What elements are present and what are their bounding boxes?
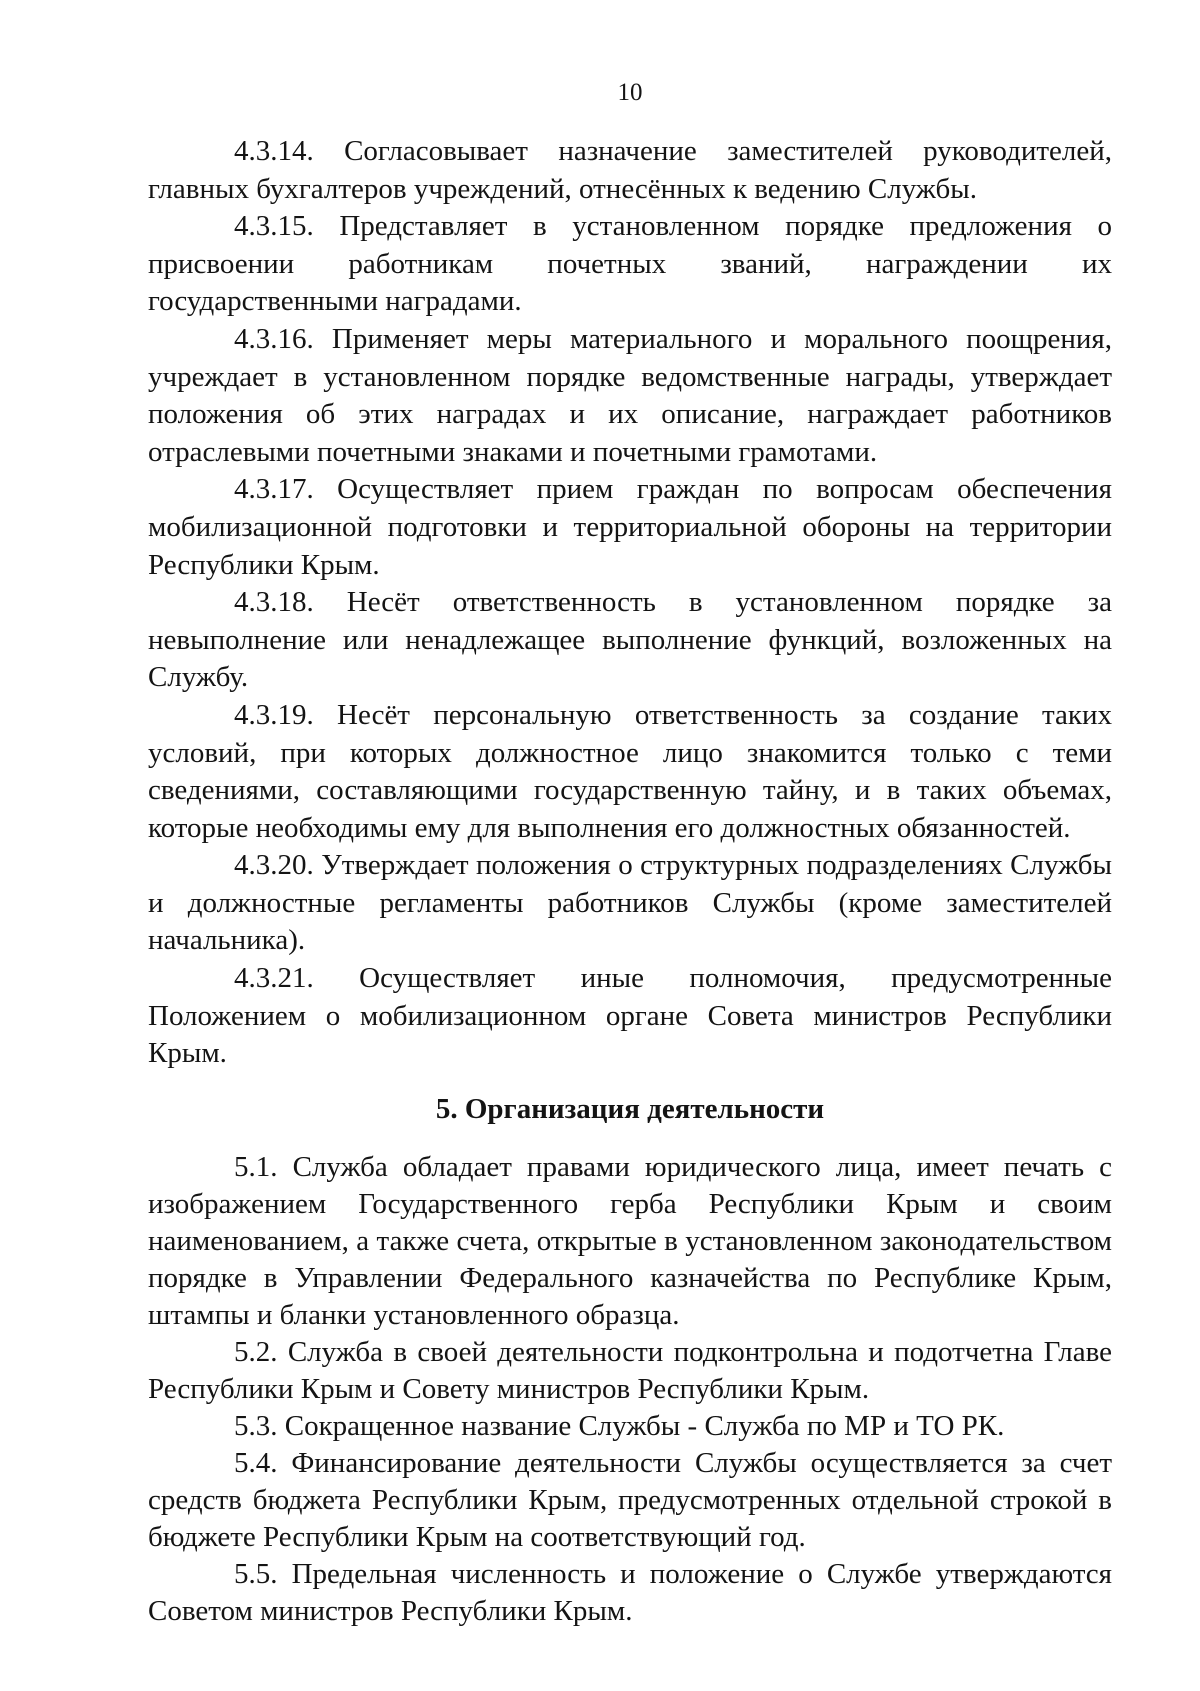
paragraph-number: 4.3.14. — [234, 135, 314, 167]
paragraph-5-4 — [148, 1445, 1112, 1556]
paragraph-text: Осуществляет иные полномочия, предусмотренные Положением о мобилизационном органе Совета министров Республики Крым. — [148, 962, 1113, 1070]
paragraph-text: Предельная численность и положение о Службе утверждаются Советом министров Республики Крым. — [148, 1557, 1113, 1627]
paragraph-number: 5.5. — [234, 1557, 278, 1590]
paragraph-text: Служба обладает правами юридического лица, имеет печать с изображением Государственного герба Республики Крым и своим наименованием, а также счета, открытые в установленном законодательством порядке в Управлении Федерального казначейства по Республике Крым, штампы и бланки установленного образца. — [148, 1150, 1112, 1331]
paragraph-5-5 — [148, 1556, 1112, 1630]
paragraph-number: 4.3.20. — [234, 849, 314, 882]
paragraph-4-3-19 — [148, 697, 1112, 847]
document-body — [148, 133, 1112, 1630]
paragraph-number: 4.3.15. — [234, 210, 314, 243]
paragraph-5-1 — [148, 1149, 1112, 1334]
page-number: 10 — [617, 79, 643, 106]
paragraph-number: 5.4. — [234, 1446, 278, 1479]
section-5-heading: 5. Организация деятельности — [435, 1092, 825, 1125]
paragraph-4-3-14 — [148, 133, 1112, 208]
paragraph-number: 4.3.18. — [234, 586, 314, 619]
paragraph-text: Осуществляет прием граждан по вопросам обеспечения мобилизационной подготовки и территориальной обороны на территории Республики Крым. — [148, 473, 1112, 581]
paragraph-number: 5.2. — [234, 1335, 278, 1368]
paragraph-5-3 — [148, 1408, 1112, 1445]
paragraph-4-3-21 — [148, 960, 1112, 1073]
section-4-items — [148, 133, 1112, 1073]
paragraph-number: 4.3.17. — [234, 473, 314, 506]
paragraph-text: Утверждает положения о структурных подразделениях Службы и должностные регламенты работников Службы (кроме заместителей начальника). — [148, 849, 1112, 957]
paragraph-text: Применяет меры материального и морального поощрения, учреждает в установленном порядке ведомственные награды, утверждает положения об этих наградах и их описание, награждает работников отраслевыми почетными знаками и почетными грамотами. — [148, 322, 1113, 468]
section-5-items — [148, 1149, 1112, 1630]
paragraph-text: Служба в своей деятельности подконтрольна и подотчетна Главе Республики Крым и Совету министров Республики Крым. — [148, 1335, 1113, 1405]
paragraph-text: Несёт персональную ответственность за создание таких условий, при которых должностное лицо знакомится только с теми сведениями, составляющими государственную тайну, и в таких объемах, которые необходимы ему для выполнения его должностных обязанностей. — [148, 698, 1113, 844]
paragraph-4-3-17 — [148, 471, 1112, 584]
paragraph-number: 5.1. — [234, 1150, 278, 1183]
paragraph-number: 4.3.19. — [234, 698, 314, 731]
paragraph-number: 4.3.16. — [234, 322, 314, 355]
paragraph-4-3-18 — [148, 584, 1112, 697]
paragraph-4-3-16 — [148, 321, 1112, 471]
paragraph-text: Сокращенное название Службы - Служба по МР и ТО РК. — [284, 1409, 1005, 1442]
paragraph-number: 4.3.21. — [234, 962, 314, 995]
paragraph-4-3-20 — [148, 847, 1112, 960]
paragraph-text: Согласовывает назначение заместителей руководителей, главных бухгалтеров учреждений, отнесённых к ведению Службы. — [148, 135, 1112, 205]
paragraph-4-3-15 — [148, 208, 1112, 321]
paragraph-number: 5.3. — [234, 1409, 278, 1442]
paragraph-text: Финансирование деятельности Службы осуществляется за счет средств бюджета Республики Крым, предусмотренных отдельной строкой в бюджете Республики Крым на соответствующий год. — [148, 1446, 1113, 1553]
paragraph-text: Представляет в установленном порядке предложения о присвоении работникам почетных званий, награждении их государственными наградами. — [148, 210, 1112, 318]
paragraph-text: Несёт ответственность в установленном порядке за невыполнение или ненадлежащее выполнение функций, возложенных на Службу. — [148, 586, 1113, 694]
paragraph-5-2 — [148, 1334, 1112, 1408]
